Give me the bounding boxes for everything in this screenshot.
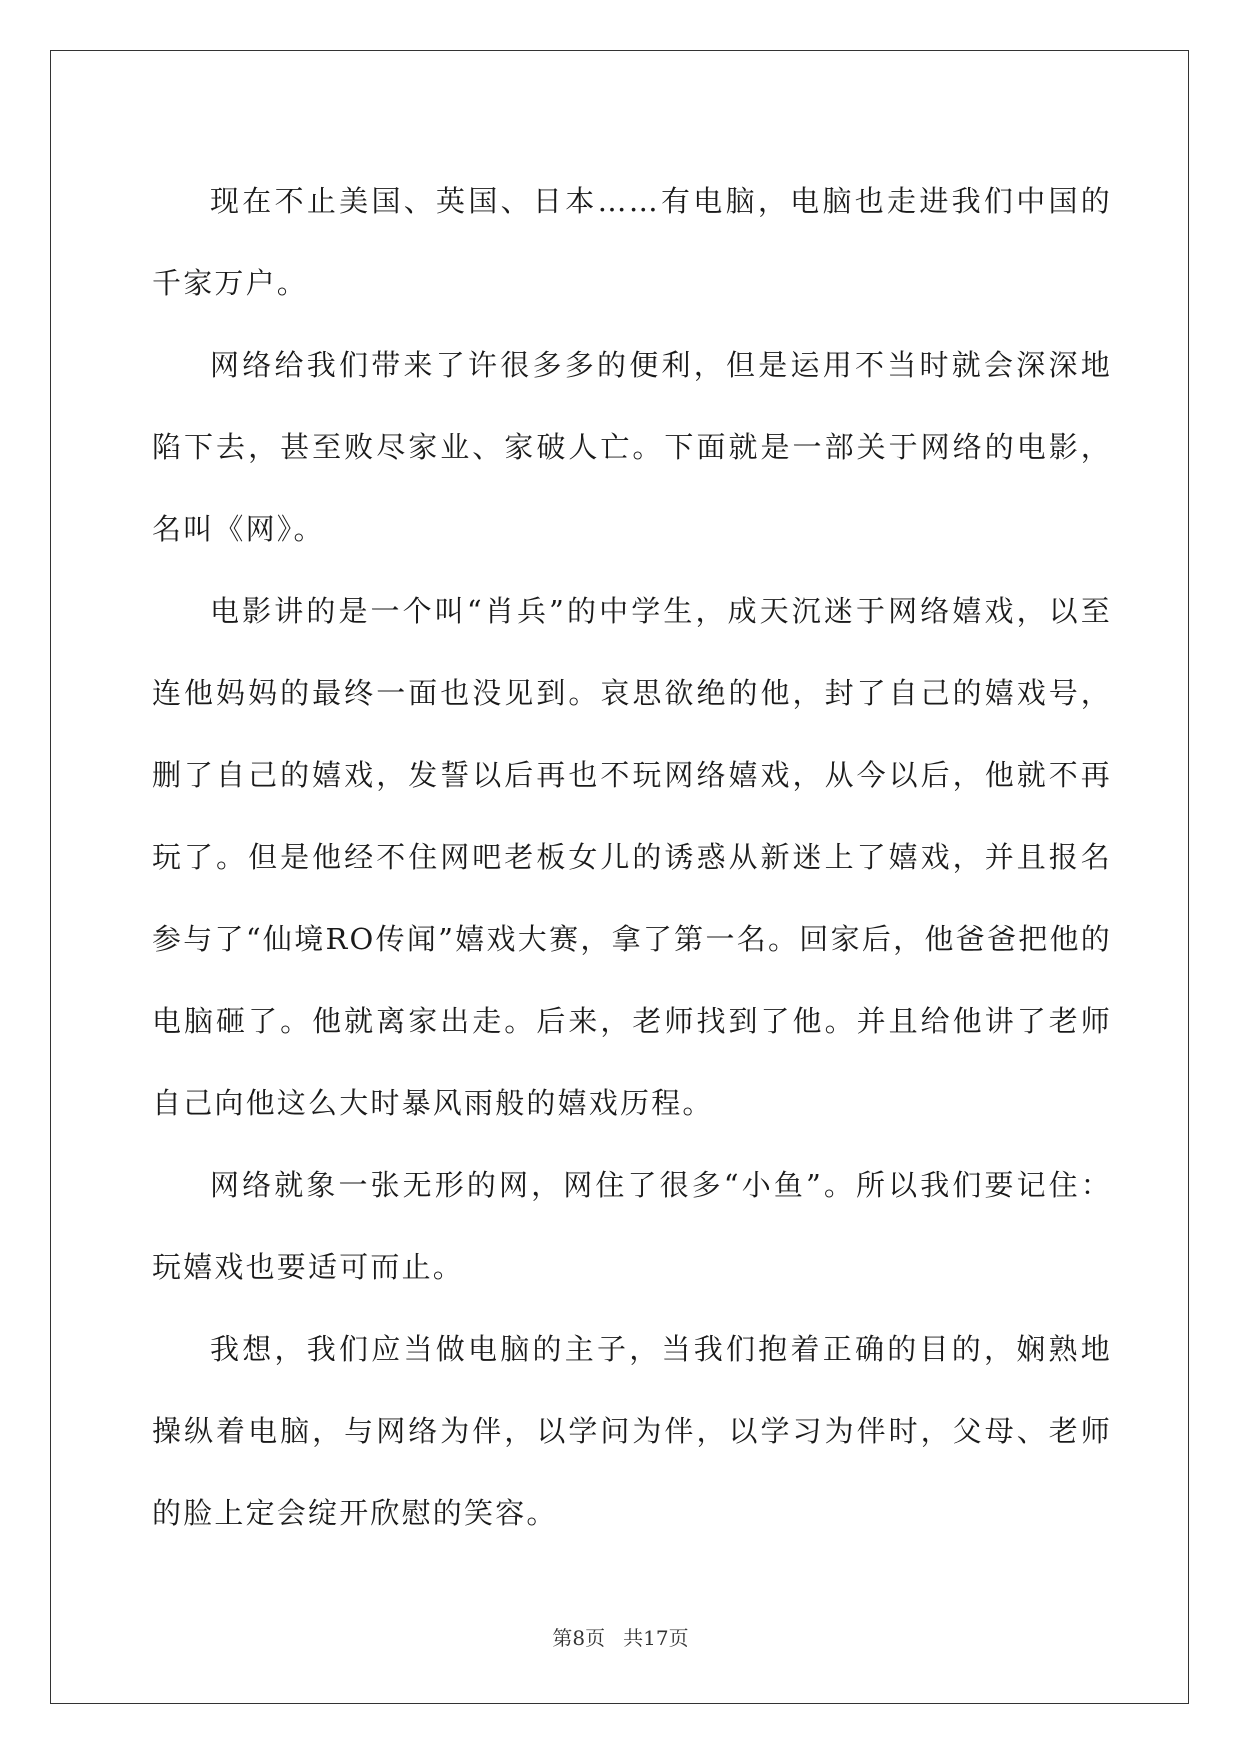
page-total: 共17页 bbox=[623, 1626, 689, 1650]
paragraph-3: 电影讲的是一个叫“肖兵”的中学生，成天沉迷于网络嬉戏，以至连他妈妈的最终一面也没见到。哀思欲绝的他，封了自己的嬉戏号，删了自己的嬉戏，发誓以后再也不玩网络嬉戏，从今以后，他就不再玩了。但是他经不住网吧老板女儿的诱惑从新迷上了嬉戏，并且报名参与了“仙境RO传闻”嬉戏大赛，拿了第一名。回家后，他爸爸把他的电脑砸了。他就离家出走。后来，老师找到了他。并且给他讲了老师自己向他这么大时暴风雨般的嬉戏历程。 bbox=[152, 594, 1112, 1120]
paragraph-4: 网络就象一张无形的网，网住了很多“小鱼”。所以我们要记住：玩嬉戏也要适可而止。 bbox=[152, 1168, 1112, 1284]
paragraph-1: 现在不止美国、英国、日本……有电脑，电脑也走进我们中国的千家万户。 bbox=[152, 184, 1112, 300]
document-body bbox=[152, 160, 1112, 1554]
paragraph-5: 我想，我们应当做电脑的主子，当我们抱着正确的目的，娴熟地操纵着电脑，与网络为伴，以学问为伴，以学习为伴时，父母、老师的脸上定会绽开欣慰的笑容。 bbox=[152, 1332, 1112, 1530]
page-number: 第8页 bbox=[552, 1626, 606, 1650]
paragraph-2: 网络给我们带来了许很多多的便利，但是运用不当时就会深深地陷下去，甚至败尽家业、家破人亡。下面就是一部关于网络的电影，名叫《网》。 bbox=[152, 348, 1112, 546]
page-footer bbox=[0, 1622, 1241, 1651]
